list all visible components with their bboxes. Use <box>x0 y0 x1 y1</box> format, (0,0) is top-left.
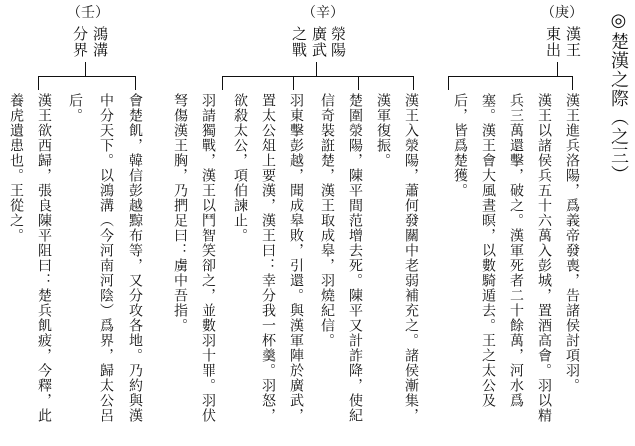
page-title: ◎楚漢之際（之三） <box>608 10 629 184</box>
tree-connector <box>135 76 136 90</box>
tree-connector <box>38 76 39 90</box>
text-column: 楚圍滎陽，陳平間范增去死。陳平又計詐降，使紀 <box>347 93 363 423</box>
text-column: 羽東擊彭越，聞成皋敗，引還。與漢軍陣於廣武， <box>288 93 304 423</box>
section-xin-head-1: 滎陽 <box>329 26 347 58</box>
text-column: 塞。漢王會大風晝暝，以數騎遁去。王之太公及 <box>480 93 496 408</box>
text-column: 漢王進兵洛陽，爲義帝發喪，告諸侯討項羽。 <box>564 93 580 393</box>
tree-connector <box>413 76 414 90</box>
text-column: 會楚飢，韓信彭越黥布等，又分攻各地。乃約與漢 <box>127 93 143 423</box>
section-geng-label: （庚） <box>541 5 583 21</box>
text-column: 兵三萬還擊，破之。漢軍死者二十餘萬，河水爲 <box>508 93 524 408</box>
section-geng-head-1: 漢王 <box>564 26 582 58</box>
tree-connector <box>557 62 558 76</box>
tree-connector <box>316 62 317 76</box>
tree-connector <box>222 76 414 77</box>
section-ren-head-1: 鴻溝 <box>91 26 109 58</box>
text-column: 信奇裝誑楚，漢王取成皋，羽燒紀信。 <box>319 93 335 348</box>
section-xin-label: （辛） <box>302 5 344 21</box>
tree-connector <box>222 76 223 90</box>
text-column: 漢王以諸侯兵五十六萬入彭城，置酒高會。羽以精 <box>536 93 552 423</box>
tree-connector <box>572 76 573 90</box>
tree-connector <box>85 62 86 76</box>
section-xin-head-3: 之戰 <box>290 26 308 58</box>
tree-connector <box>358 76 359 90</box>
tree-connector <box>38 76 136 77</box>
text-column: 中分天下。以鴻溝（今河南河陰）爲界，歸太公呂 <box>98 93 114 423</box>
text-column: 弩傷漢王胸，乃捫足曰：虜中吾指。 <box>172 93 188 333</box>
text-column: 置太公俎上要漢，漢王曰：幸分我一杯羹。羽怒， <box>260 93 276 423</box>
section-ren-head-2: 分界 <box>71 26 89 58</box>
tree-connector <box>448 76 573 77</box>
section-xin-head-2: 廣武 <box>310 26 328 58</box>
text-column: 漢軍復振。 <box>375 93 391 168</box>
section-ren-label: （壬） <box>67 5 109 21</box>
text-column: 羽請獨戰，漢王以鬥智笑卻之，並數羽十罪。羽伏 <box>200 93 216 423</box>
text-column: 漢王欲西歸，張良陳平阻曰：楚兵飢疲，今釋，此 <box>36 93 52 423</box>
section-geng-head-2: 東出 <box>544 26 562 58</box>
tree-connector <box>448 76 449 90</box>
text-column: 欲殺太公，項伯諫止。 <box>232 93 248 243</box>
text-column: 后。 <box>67 93 83 123</box>
tree-connector <box>293 76 294 90</box>
text-column: 后，皆爲楚獲。 <box>452 93 468 198</box>
text-column: 養虎遺患也。王從之。 <box>8 93 24 243</box>
text-column: 漢王入滎陽，蕭何發關中老弱補充之。諸侯漸集， <box>403 93 419 423</box>
